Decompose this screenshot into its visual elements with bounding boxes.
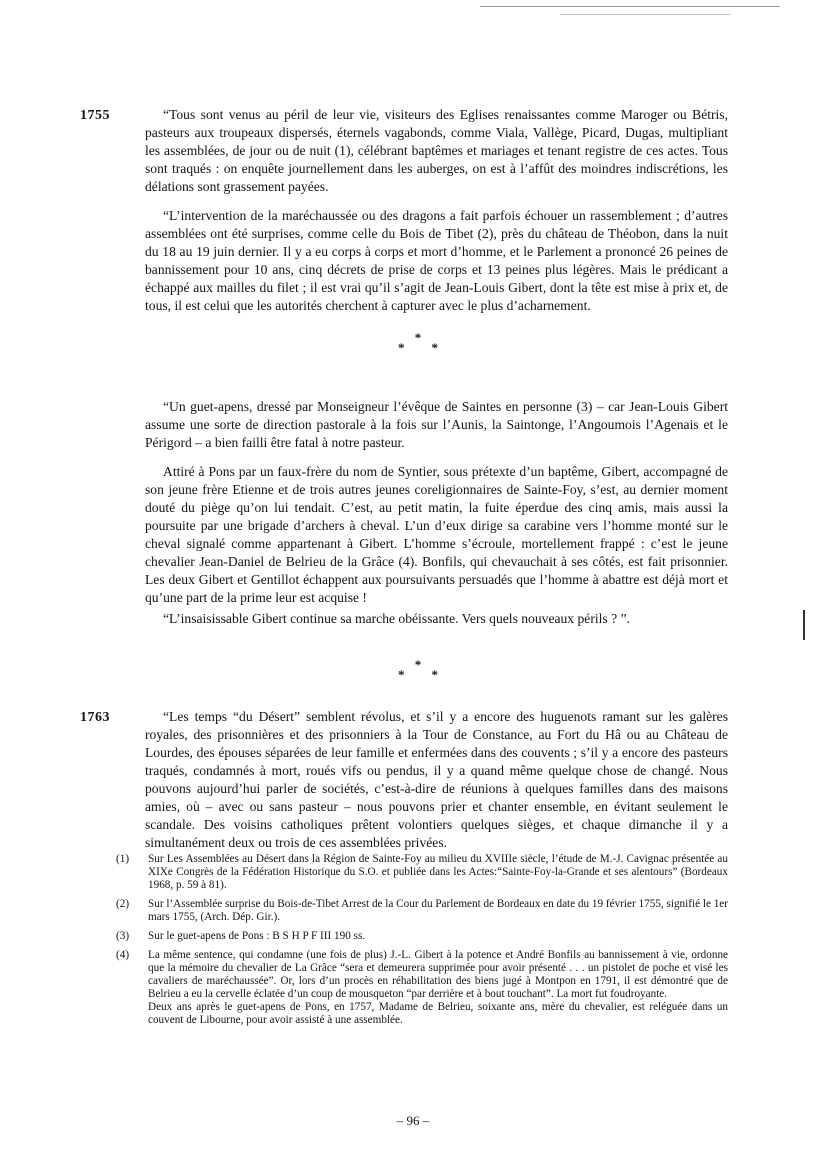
separator-star-top: * [414, 657, 422, 672]
scan-mark-top-2 [560, 14, 730, 15]
paragraph-1755-5: “L’insaisissable Gibert continue sa marche obéissante. Vers quels nouveaux périls ? ”. [163, 611, 630, 626]
section-separator-2 [398, 657, 438, 682]
paragraph-1763-1: “Les temps “du Désert” semblent révolus, et s’il y a encore des huguenots ramant sur les galères royales, des prisonnières et des prisonniers à la Tour de Constance, au Fort du Hâ ou au Château de Lourdes, des épouses séparées de leur famille et enfermées dans des couvents ; s’il y a encore des pasteurs traqués, condamnés à mort, roués vifs ou pendus, il y a quand même quelque chose de changé. Nous pouvons aujourd’hui parler de sociétés, c’est-à-dire de réunions à quelques familles dans des maisons amies, où – avec ou sans pasteur – nous pouvons prier et chanter ensemble, en évitant seulement le scandale. Des voisins catholiques prêtent volontiers quelques sièges, et chaque dimanche il y a simultanément deux ou trois de ces assemblées privées. [145, 709, 728, 850]
footnote-number: (3) [116, 930, 130, 942]
page-number: – 96 – [396, 1113, 430, 1128]
separator-star-right: * [431, 667, 438, 682]
footnote-number: (4) [116, 949, 130, 961]
margin-tick [803, 610, 805, 640]
footnote-3 [116, 930, 728, 943]
paragraph-1755-3: “Un guet-apens, dressé par Monseigneur l’évêque de Saintes en personne (3) – car Jean-Louis Gibert assume une sorte de direction pastorale à la fois sur l’Aunis, la Saintonge, l’Angoumois l’Agenais et le Périgord – a bien failli être fatal à notre pasteur. [145, 399, 728, 450]
footnote-1 [116, 853, 728, 892]
paragraph-1755-2: “L’intervention de la maréchaussée ou des dragons a fait parfois échouer un rassemblement ; d’autres assemblées ont été surprises, comme celle du Bois de Tibet (2), près du château de Théobon, dans la nuit du 18 au 19 juin dernier. Il y a eu corps à corps et mort d’homme, et le Parlement a prononcé 26 peines de bannissement pour 10 ans, cinq décrets de prise de corps et 13 peines plus légères. Mais le prédicant a échappé aux mailles du filet ; il est vrai qu’il s’agit de Jean-Louis Gibert, dont la tête est mise à prix et, de tous, il est celui que les autorités cherchent à capturer avec le plus d’acharnement. [145, 208, 728, 313]
footnote-text-group [148, 949, 728, 1027]
scan-mark-top [480, 6, 780, 7]
paragraph-1755-4: Attiré à Pons par un faux-frère du nom de Syntier, sous prétexte d’un baptême, Gibert, accompagné de son jeune frère Etienne et de trois autres jeunes coreligionnaires de Sainte-Foy, s’est, au dernier moment douté du piège qu’on lui tendait. C’est, au petit matin, la fuite éperdue des cinq amis, mais aussi la poursuite par une brigade d’archers à cheval. L’un d’eux dirige sa carabine vers l’homme monté sur le cheval signalé comme appartenant à Gibert. L’homme s’écroule, mortellement frappé : c’est le jeune chevalier Jean-Daniel de Belrieu de la Grâce (4). Bonfils, qui chevauchait à ses côtés, est fait prisonnier. Les deux Gibert et Gentillot échappent aux poursuivants persuadés que l’homme à abattre est déjà mort et qu’une part de la prime leur est acquise ! [145, 464, 728, 605]
footnote-number: (1) [116, 853, 130, 865]
footnotes [116, 853, 728, 1033]
footnote-2 [116, 898, 728, 924]
footnote-number: (2) [116, 898, 130, 910]
footnote-text: Sur l’Assemblée surprise du Bois-de-Tibet Arrest de la Cour du Parlement de Bordeaux en date du 19 février 1755, signifié le 1er mars 1755, (Arch. Dép. Gir.). [148, 898, 728, 923]
separator-star-top: * [414, 330, 422, 345]
footnote-text: La même sentence, qui condamne (une fois de plus) J.-L. Gibert à la potence et André Bonfils au bannissement à vie, ordonne que la mémoire du chevalier de La Grâce “sera et demeurera supprimée pour avoir présenté . . . un pistolet de poche et visé les cavaliers de maréchaussée”. Or, lors d’un procès en réhabilitation des biens jugé à Montpon en 1791, il est démontré que de Belrieu a eu la cervelle éclatée d’un coup de mousqueton “par derrière et à bout touchant”. La mort fut foudroyante. [148, 949, 728, 1000]
footnote-text-continued: Deux ans après le guet-apens de Pons, en 1757, Madame de Belrieu, soixante ans, mère du chevalier, est reléguée dans un couvent de Libourne, pour avoir assisté à une assemblée. [148, 1001, 728, 1026]
separator-star-left: * [398, 340, 405, 355]
paragraph-1755-1: “Tous sont venus au péril de leur vie, visiteurs des Eglises renaissantes comme Maroger ou Bétris, pasteurs aux troupeaux dispersés, éternels vagabonds, comme Viala, Vallège, Picard, Dugas, multipliant les assemblées, de jour ou de nuit (1), célébrant baptêmes et mariages et tenant registre de ces actes. Tous sont traqués : on enquête journellement dans les auberges, on est à l’affût des moindres indiscrétions, les délations sont grassement payées. [145, 107, 728, 194]
section-separator-1 [398, 330, 438, 355]
footnote-text: Sur le guet-apens de Pons : B S H P F III 190 ss. [148, 930, 366, 942]
separator-star-left: * [398, 667, 405, 682]
entry-year-1763: 1763 [80, 710, 110, 725]
footnote-4 [116, 949, 728, 1027]
entry-year-1755: 1755 [80, 108, 110, 123]
footnote-text: Sur Les Assemblées au Désert dans la Région de Sainte-Foy au milieu du XVIIIe siècle, l’étude de M.-J. Cavignac présentée au XIXe Congrès de la Fédération Historique du S.O. et publiée dans les Actes:“Sainte-Foy-la-Grande et ses alentours” (Bordeaux 1968, p. 59 à 81). [148, 853, 728, 891]
separator-star-right: * [431, 340, 438, 355]
